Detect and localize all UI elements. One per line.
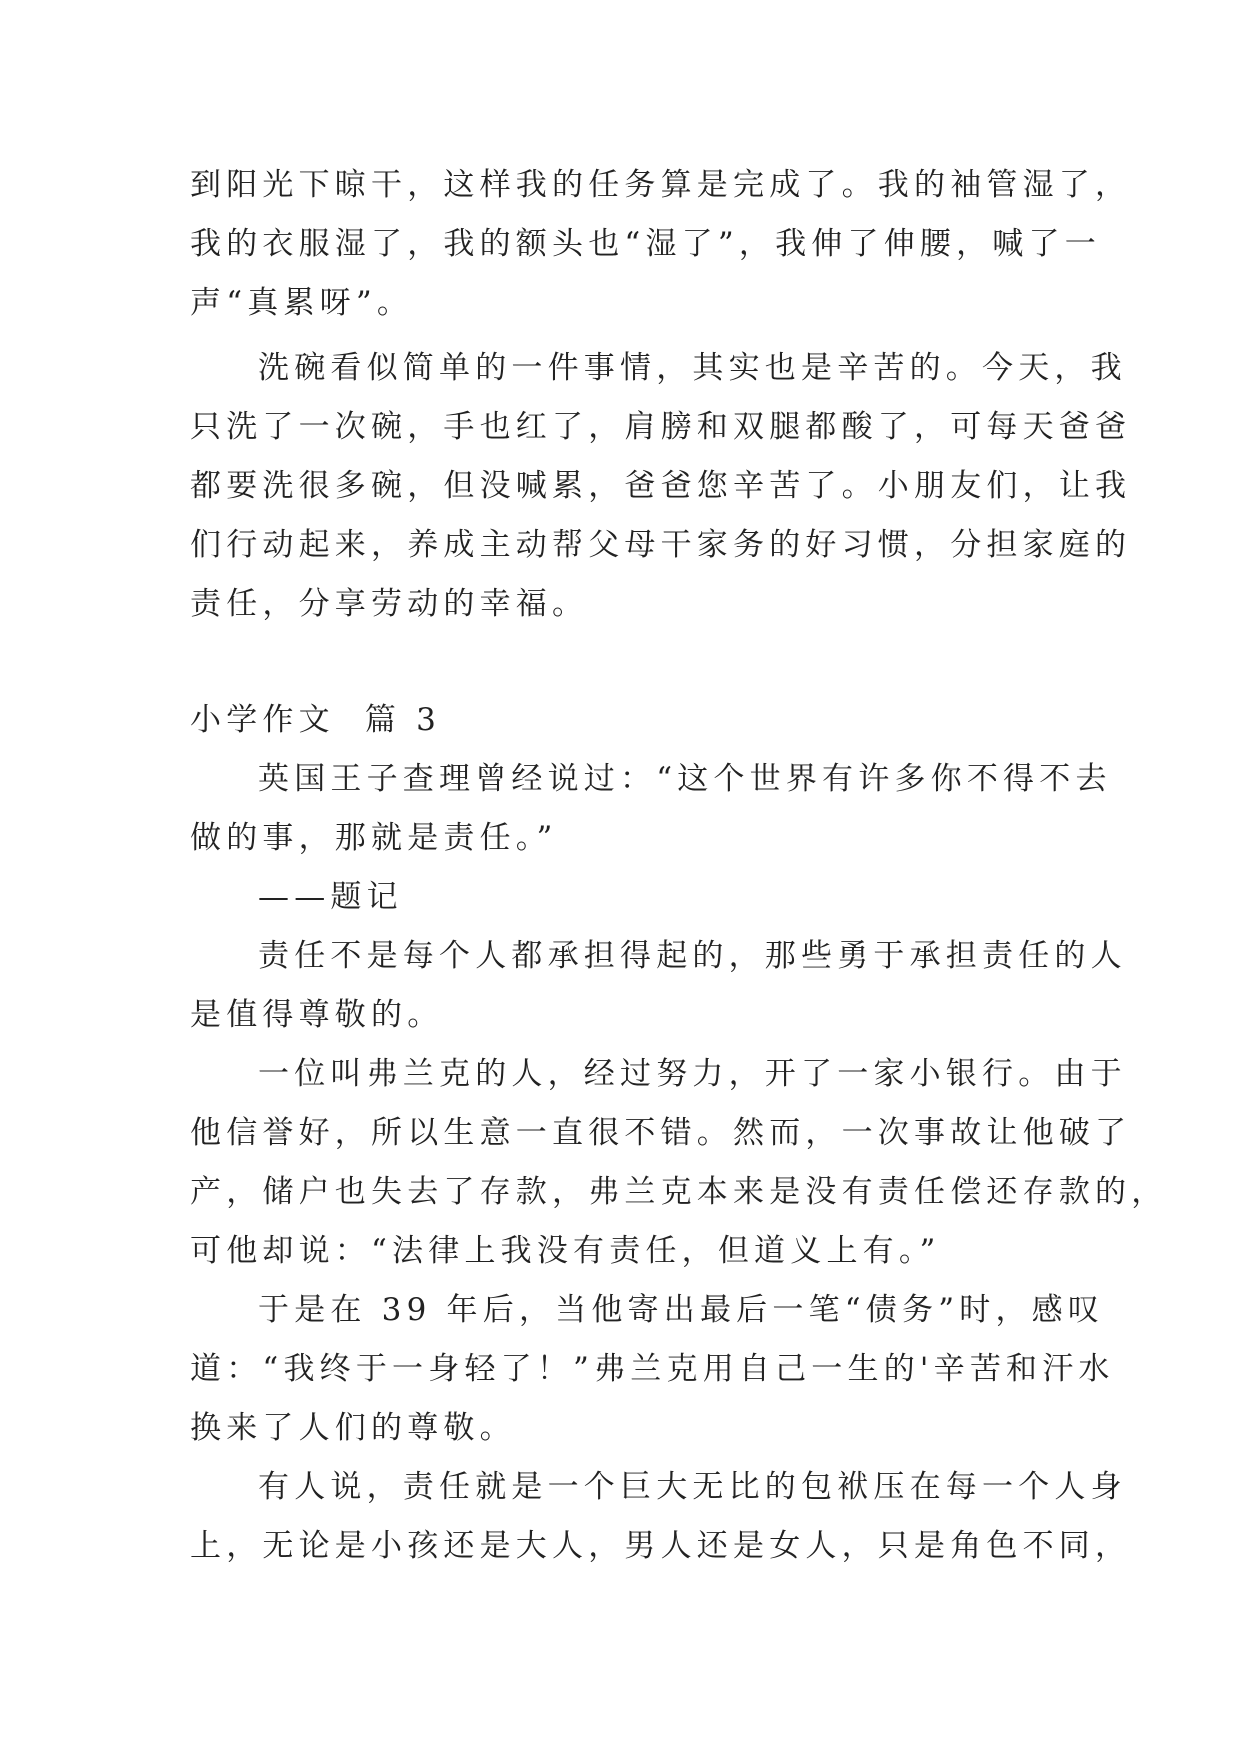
- paragraph-line: 责任不是每个人都承担得起的，那些勇于承担责任的人: [258, 938, 1127, 974]
- paragraph-line: 洗碗看似简单的一件事情，其实也是辛苦的。今天，我: [258, 350, 1127, 386]
- paragraph-line: 可他却说：“法律上我没有责任，但道义上有。”: [190, 1233, 941, 1269]
- paragraph-line: 是值得尊敬的。: [190, 997, 444, 1033]
- paragraph-line: 到阳光下晾干，这样我的任务算是完成了。我的袖管湿了，: [190, 167, 1132, 203]
- paragraph-line: 换来了人们的尊敬。: [190, 1410, 516, 1446]
- paragraph-line: 做的事，那就是责任。”: [190, 820, 558, 856]
- paragraph-line: 只洗了一次碗，手也红了，肩膀和双腿都酸了，可每天爸爸: [190, 409, 1132, 445]
- paragraph-line: 产，储户也失去了存款，弗兰克本来是没有责任偿还存款的，: [190, 1174, 1168, 1210]
- section-title: 小学作文 篇 3: [190, 702, 442, 738]
- paragraph-line: 们行动起来，养成主动帮父母干家务的好习惯，分担家庭的: [190, 527, 1132, 563]
- paragraph-line: 有人说，责任就是一个巨大无比的包袱压在每一个人身: [258, 1469, 1127, 1505]
- paragraph-line: 一位叫弗兰克的人，经过努力，开了一家小银行。由于: [258, 1056, 1127, 1092]
- paragraph-line: 都要洗很多碗，但没喊累，爸爸您辛苦了。小朋友们，让我: [190, 468, 1132, 504]
- paragraph-line: 道：“我终于一身轻了！”弗兰克用自己一生的'辛苦和汗水: [190, 1351, 1115, 1387]
- section-gap: [190, 634, 1052, 691]
- paragraph-line: 声“真累呀”。: [190, 285, 414, 321]
- paragraph-line: 他信誉好，所以生意一直很不错。然而，一次事故让他破了: [190, 1115, 1132, 1151]
- epigraph-attribution: ——题记: [258, 879, 403, 915]
- essay-body: [190, 156, 1168, 1576]
- paragraph-line: 上，无论是小孩还是大人，男人还是女人，只是角色不同，: [190, 1528, 1132, 1564]
- paragraph-line: 我的衣服湿了，我的额头也“湿了”，我伸了伸腰，喊了一: [190, 226, 1101, 262]
- paragraph-line: 责任，分享劳动的幸福。: [190, 586, 589, 622]
- paragraph-line: 英国王子查理曾经说过：“这个世界有许多你不得不去: [258, 761, 1112, 797]
- paragraph-line: 于是在 39 年后，当他寄出最后一笔“债务”时，感叹: [258, 1292, 1105, 1328]
